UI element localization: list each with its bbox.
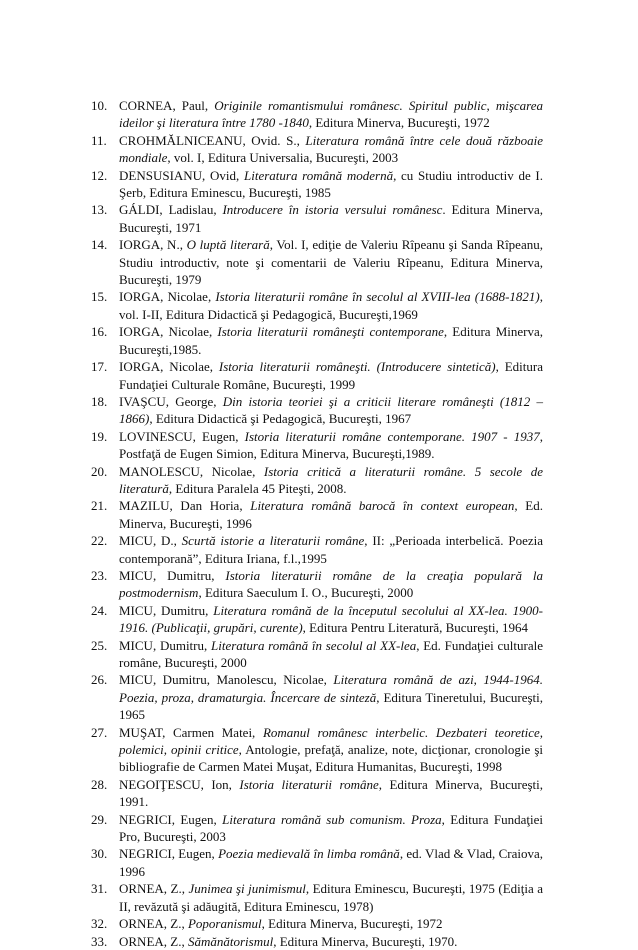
entry-author: IORGA, Nicolae, xyxy=(119,359,219,375)
entry-number: 25. xyxy=(91,637,108,653)
bibliography-entry xyxy=(91,880,543,915)
entry-author: LOVINESCU, Eugen, xyxy=(119,428,245,444)
entry-author: MICU, Dumitru, Manolescu, Nicolae, xyxy=(119,672,334,688)
entry-author: ORNEA, Z., xyxy=(119,916,188,932)
entry-publication-details: , Editura Minerva, Bucureşti, 1970. xyxy=(273,933,458,949)
entry-title: Literatura română sub comunism. Proza xyxy=(222,811,442,827)
entry-title: Sămănătorismul xyxy=(187,933,274,949)
entry-number: 15. xyxy=(91,289,108,305)
entry-number: 28. xyxy=(91,776,108,792)
entry-publication-details: , Editura Didactică şi Pedagogică, Bucureşti, 1967 xyxy=(149,411,412,427)
entry-title: Istoria literaturii româneşti contemporane xyxy=(217,324,444,340)
entry-number: 33. xyxy=(91,933,108,949)
bibliography-entry xyxy=(91,532,543,567)
bibliography-entry xyxy=(91,288,543,323)
entry-author: CORNEA, Paul, xyxy=(119,98,215,113)
entry-title: Originile romantismului românesc. Spiritul public, mişcarea ideilor şi literatura între 1780 -1840 xyxy=(119,98,544,131)
bibliography-entry xyxy=(91,671,543,723)
bibliography-entry xyxy=(91,637,543,672)
entry-author: MICU, Dumitru, xyxy=(119,567,226,583)
entry-number: 12. xyxy=(91,167,108,183)
entry-author: NEGOIŢESCU, Ion, xyxy=(119,776,240,792)
entry-publication-details: , vol. I-II, Editura Didactică şi Pedagogică, Bucureşti,1969 xyxy=(119,289,543,322)
entry-author: CROHMĂLNICEANU, Ovid. S., xyxy=(119,132,306,148)
entry-title: Poezia medievală în limba română xyxy=(218,846,400,862)
entry-publication-details: . Editura Minerva, Bucureşti, 1971 xyxy=(119,202,543,235)
entry-number: 27. xyxy=(91,724,108,740)
entry-number: 16. xyxy=(91,324,108,340)
entry-publication-details: , Editura Pentru Literatură, Bucureşti, 1964 xyxy=(302,620,528,636)
entry-title: Scurtă istorie a literaturii române xyxy=(181,533,365,549)
entry-publication-details: , Editura Fundaţiei Culturale Române, Bucureşti, 1999 xyxy=(119,359,544,392)
entry-number: 14. xyxy=(91,237,108,253)
entry-publication-details: , ed. Vlad & Vlad, Craiova, 1996 xyxy=(119,846,543,879)
entry-author: ORNEA, Z., xyxy=(119,881,189,897)
entry-author: MAZILU, Dan Horia, xyxy=(119,498,251,514)
entry-number: 13. xyxy=(91,202,108,218)
entry-title: Literatura română în secolul al XX-lea xyxy=(210,637,417,653)
entry-number: 19. xyxy=(91,428,108,444)
entry-title: Istoria literaturii române de la creaţia populară la postmodernism xyxy=(119,567,543,601)
entry-publication-details: , II: „Perioada interbelică. Poezia contemporană”, Editura Iriana, f.l.,1995 xyxy=(119,533,543,566)
entry-title: Literatura română de azi, 1944-1964. Poezia, proza, dramaturgia. Încercare de sinteză xyxy=(119,672,543,705)
entry-publication-details: , vol. I, Editura Universalia, Bucureşti, 2003 xyxy=(167,150,399,166)
entry-title: Literatura română între cele două războaie mondiale xyxy=(119,132,543,166)
bibliography-entry xyxy=(91,167,543,202)
entry-title: O luptă literară xyxy=(186,237,270,253)
entry-author: IVAŞCU, George, xyxy=(119,393,223,409)
bibliography-entry xyxy=(91,933,543,950)
entry-publication-details: , Vol. I, ediţie de Valeriu Rîpeanu şi Sanda Rîpeanu, Studiu introductiv, note şi comentarii de Valeriu Rîpeanu, Editura Minerva, Bucureşti, 1979 xyxy=(119,237,543,288)
entry-title: Istoria literaturii române în secolul al XVIII-lea (1688-1821) xyxy=(215,289,540,305)
entry-number: 31. xyxy=(91,881,108,897)
entry-publication-details: , Editura Minerva, Bucureşti,1985. xyxy=(119,324,544,357)
bibliography-entry xyxy=(91,776,543,811)
bibliography-entry xyxy=(91,236,543,288)
entry-publication-details: , Editura Minerva, Bucureşti, 1972 xyxy=(261,916,443,932)
bibliography-entry xyxy=(91,463,543,498)
entry-title: Poporanismul xyxy=(187,916,262,932)
entry-author: IORGA, N., xyxy=(119,237,187,253)
entry-author: MICU, D., xyxy=(119,533,182,549)
entry-author: MICU, Dumitru, xyxy=(119,637,211,653)
entry-title: Literatura română modernă xyxy=(244,167,394,183)
entry-author: MICU, Dumitru, xyxy=(119,602,214,618)
entry-title: Introducere în istoria versului românesc xyxy=(222,202,443,218)
bibliography-entry xyxy=(91,132,543,167)
entry-author: DENSUSIANU, Ovid, xyxy=(119,167,244,183)
entry-number: 11. xyxy=(91,132,107,148)
entry-title: Din istoria teoriei şi a criticii literare româneşti (1812 – 1866) xyxy=(119,393,543,427)
entry-author: IORGA, Nicolae, xyxy=(119,289,216,305)
bibliography-entry xyxy=(91,97,543,132)
entry-number: 24. xyxy=(91,602,108,618)
entry-publication-details: , Editura Paralela 45 Piteşti, 2008. xyxy=(168,480,347,496)
bibliography-entry xyxy=(91,358,543,393)
entry-publication-details: , Editura Tineretului, Bucureşti, 1965 xyxy=(119,689,543,723)
entry-publication-details: , Editura Fundaţiei Pro, Bucureşti, 2003 xyxy=(119,811,543,845)
entry-number: 20. xyxy=(91,463,108,479)
entry-author: NEGRICI, Eugen, xyxy=(119,811,223,827)
entry-title: Istoria critică a literaturii române. 5 secole de literatură xyxy=(119,463,543,496)
entry-author: MANOLESCU, Nicolae, xyxy=(119,463,264,479)
entry-title: Istoria literaturii româneşti. (Introducere sintetică) xyxy=(218,359,496,375)
entry-publication-details: , Editura Eminescu, Bucureşti, 1975 (Ediţia a II, revăzută şi adăugită, Editura Eminescu, 1978) xyxy=(119,881,544,914)
entry-title: Istoria literaturii române xyxy=(239,776,379,792)
bibliography-entry xyxy=(91,428,543,463)
entry-number: 21. xyxy=(91,498,108,514)
entry-publication-details: , Editura Minerva, Bucureşti, 1972 xyxy=(308,115,490,131)
entry-author: IORGA, Nicolae, xyxy=(119,324,218,340)
bibliography-entry xyxy=(91,323,543,358)
entry-author: NEGRICI, Eugen, xyxy=(119,846,219,862)
bibliography-entry xyxy=(91,811,543,846)
entry-number: 30. xyxy=(91,846,108,862)
entry-number: 18. xyxy=(91,393,108,409)
entry-number: 32. xyxy=(91,916,108,932)
bibliography-entry xyxy=(91,915,543,932)
bibliography-list xyxy=(91,97,543,950)
entry-number: 10. xyxy=(91,98,108,113)
bibliography-entry xyxy=(91,724,543,776)
entry-publication-details: , Antologie, prefaţă, analize, note, dicţionar, cronologie şi bibliografie de Carmen Matei Muşat, Editura Humanitas, Bucureşti, 1998 xyxy=(119,742,543,775)
entry-publication-details: , Ed. Fundaţiei culturale române, Bucureşti, 2000 xyxy=(119,637,543,670)
entry-title: Junimea şi junimismul xyxy=(188,881,306,897)
entry-publication-details: , Ed. Minerva, Bucureşti, 1996 xyxy=(119,498,543,531)
entry-number: 29. xyxy=(91,811,108,827)
bibliography-entry xyxy=(91,393,543,428)
entry-number: 22. xyxy=(91,533,108,549)
bibliography-entry xyxy=(91,201,543,236)
entry-author: ORNEA, Z., xyxy=(119,933,188,949)
bibliography-entry xyxy=(91,567,543,602)
bibliography-entry xyxy=(91,845,543,880)
entry-number: 26. xyxy=(91,672,108,688)
entry-title: Romanul românesc interbelic. Dezbateri teoretice, polemici, opinii critice xyxy=(119,724,543,758)
entry-publication-details: , Postfaţă de Eugen Simion, Editura Minerva, Bucureşti,1989. xyxy=(119,428,543,462)
entry-publication-details: , Editura Minerva, Bucureşti, 1991. xyxy=(119,776,543,810)
bibliography-entry xyxy=(91,497,543,532)
entry-title: Literatura română de la începutul secolului al XX-lea. 1900-1916. (Publicaţii, grupări, curente) xyxy=(119,602,543,636)
entry-title: Istoria literaturii române contemporane. 1907 - 1937 xyxy=(244,428,540,444)
entry-title: Literatura română barocă în context european xyxy=(250,498,515,514)
entry-author: GÁLDI, Ladislau, xyxy=(119,202,223,218)
entry-number: 23. xyxy=(91,567,108,583)
bibliography-entry xyxy=(91,602,543,637)
entry-publication-details: , cu Studiu introductiv de I. Şerb, Editura Eminescu, Bucureşti, 1985 xyxy=(119,167,544,201)
entry-number: 17. xyxy=(91,359,108,375)
entry-author: MUŞAT, Carmen Matei, xyxy=(119,724,263,740)
entry-publication-details: , Editura Saeculum I. O., Bucureşti, 2000 xyxy=(198,585,414,601)
